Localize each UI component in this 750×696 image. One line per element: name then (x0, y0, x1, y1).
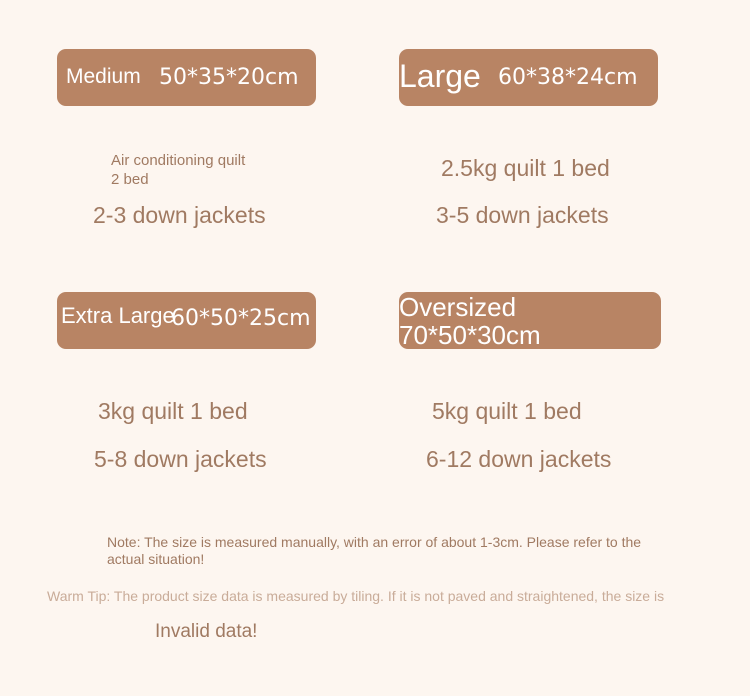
size-name: Extra Large (61, 303, 175, 328)
jacket-capacity: 3-5 down jackets (436, 202, 609, 228)
jacket-capacity: 6-12 down jackets (426, 446, 612, 472)
warm-tip: Warm Tip: The product size data is measured by tiling. If it is not paved and straightened, the size is (47, 588, 665, 604)
quilt-capacity: 2.5kg quilt 1 bed (441, 155, 610, 181)
quilt-capacity-bed: 2 bed (111, 171, 149, 188)
size-label-extra-large (57, 292, 316, 349)
size-label-oversized (399, 292, 661, 349)
jacket-capacity: 5-8 down jackets (94, 446, 267, 472)
jacket-capacity: 2-3 down jackets (93, 202, 266, 228)
size-name: Oversized (399, 292, 517, 322)
size-dimensions: 60*50*25cm (171, 306, 311, 331)
size-label-large (399, 49, 658, 106)
quilt-capacity: 5kg quilt 1 bed (432, 398, 582, 424)
size-name: Large (399, 58, 481, 94)
size-dimensions: 70*50*30cm (399, 320, 541, 349)
size-dimensions: 50*35*20cm (159, 65, 299, 90)
quilt-capacity: 3kg quilt 1 bed (98, 398, 248, 424)
size-dimensions: 60*38*24cm (498, 65, 638, 90)
size-label-medium (57, 49, 316, 106)
measurement-note: Note: The size is measured manually, with an error of about 1-3cm. Please refer to the actual situation! (107, 534, 642, 567)
size-name: Medium (66, 65, 141, 88)
invalid-data-text: Invalid data! (155, 621, 258, 642)
quilt-capacity: Air conditioning quilt (111, 152, 246, 169)
